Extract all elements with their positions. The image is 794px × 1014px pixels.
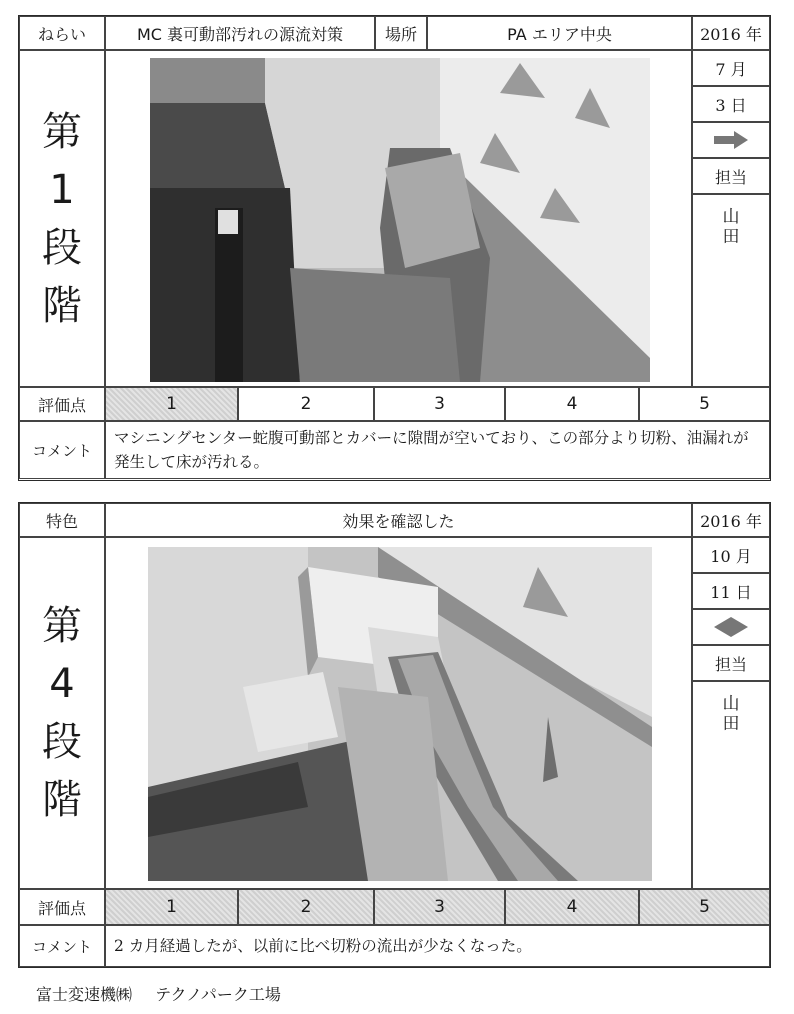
comment-label: コメント [19,925,105,967]
plant-name: テクノパーク工場 [155,985,281,1004]
person-char: 田 [722,714,740,734]
score-cell-5[interactable]: 5 [639,889,770,925]
comment-text: マシニングセンター蛇腹可動部とカバーに隙間が空いており、この部分より切粉、油漏れが発生して床が汚れる。 [105,421,770,479]
photo-after [148,547,652,881]
stage-label [19,50,105,387]
person-char: 田 [722,227,740,247]
score-cell-1[interactable]: 1 [105,387,238,421]
year: 2016 年 [692,16,770,50]
photo-frame [105,537,692,889]
person-label: 担当 [692,158,770,194]
diamond-icon [692,609,770,645]
stage-char: 階 [42,777,82,823]
stage-char: 第 [42,108,82,155]
score-cell-3[interactable]: 3 [374,889,505,925]
person-label: 担当 [692,645,770,681]
score-cell-5[interactable]: 5 [639,387,770,421]
stage-char: 4 [49,661,75,707]
stage-char: 階 [42,282,82,329]
score-cell-3[interactable]: 3 [374,387,505,421]
place-label: 場所 [375,16,427,50]
score-cell-4[interactable]: 4 [505,387,639,421]
stage-char: 1 [49,166,75,213]
card-stage-1 [18,15,771,481]
header-title: MC 裏可動部汚れの源流対策 [105,16,375,50]
score-cell-2[interactable]: 2 [238,889,374,925]
header-label: 特色 [19,503,105,537]
photo-before [150,58,650,382]
person-char: 山 [722,694,740,714]
photo-frame [105,50,692,387]
year: 2016 年 [692,503,770,537]
date-day: 11 日 [692,573,770,609]
place-value: PA エリア中央 [427,16,692,50]
stage-label [19,537,105,889]
person-name [692,194,770,387]
footer [36,982,299,1005]
stage-char: 段 [42,719,82,765]
score-label: 評価点 [19,387,105,421]
score-cell-4[interactable]: 4 [505,889,639,925]
stage-char: 段 [42,224,82,271]
header-title: 効果を確認した [105,503,692,537]
score-cell-2[interactable]: 2 [238,387,374,421]
card-stage-4 [18,502,771,968]
comment-label: コメント [19,421,105,479]
company-name: 富士変速機㈱ [36,985,133,1004]
date-month: 7 月 [692,50,770,86]
date-month: 10 月 [692,537,770,573]
person-name [692,681,770,889]
arrow-right-icon [692,122,770,158]
score-label: 評価点 [19,889,105,925]
score-cell-1[interactable]: 1 [105,889,238,925]
date-day: 3 日 [692,86,770,122]
stage-char: 第 [42,603,82,649]
comment-text: 2 カ月経過したが、以前に比べ切粉の流出が少なくなった。 [105,925,770,967]
person-char: 山 [722,207,740,227]
header-label: ねらい [19,16,105,50]
